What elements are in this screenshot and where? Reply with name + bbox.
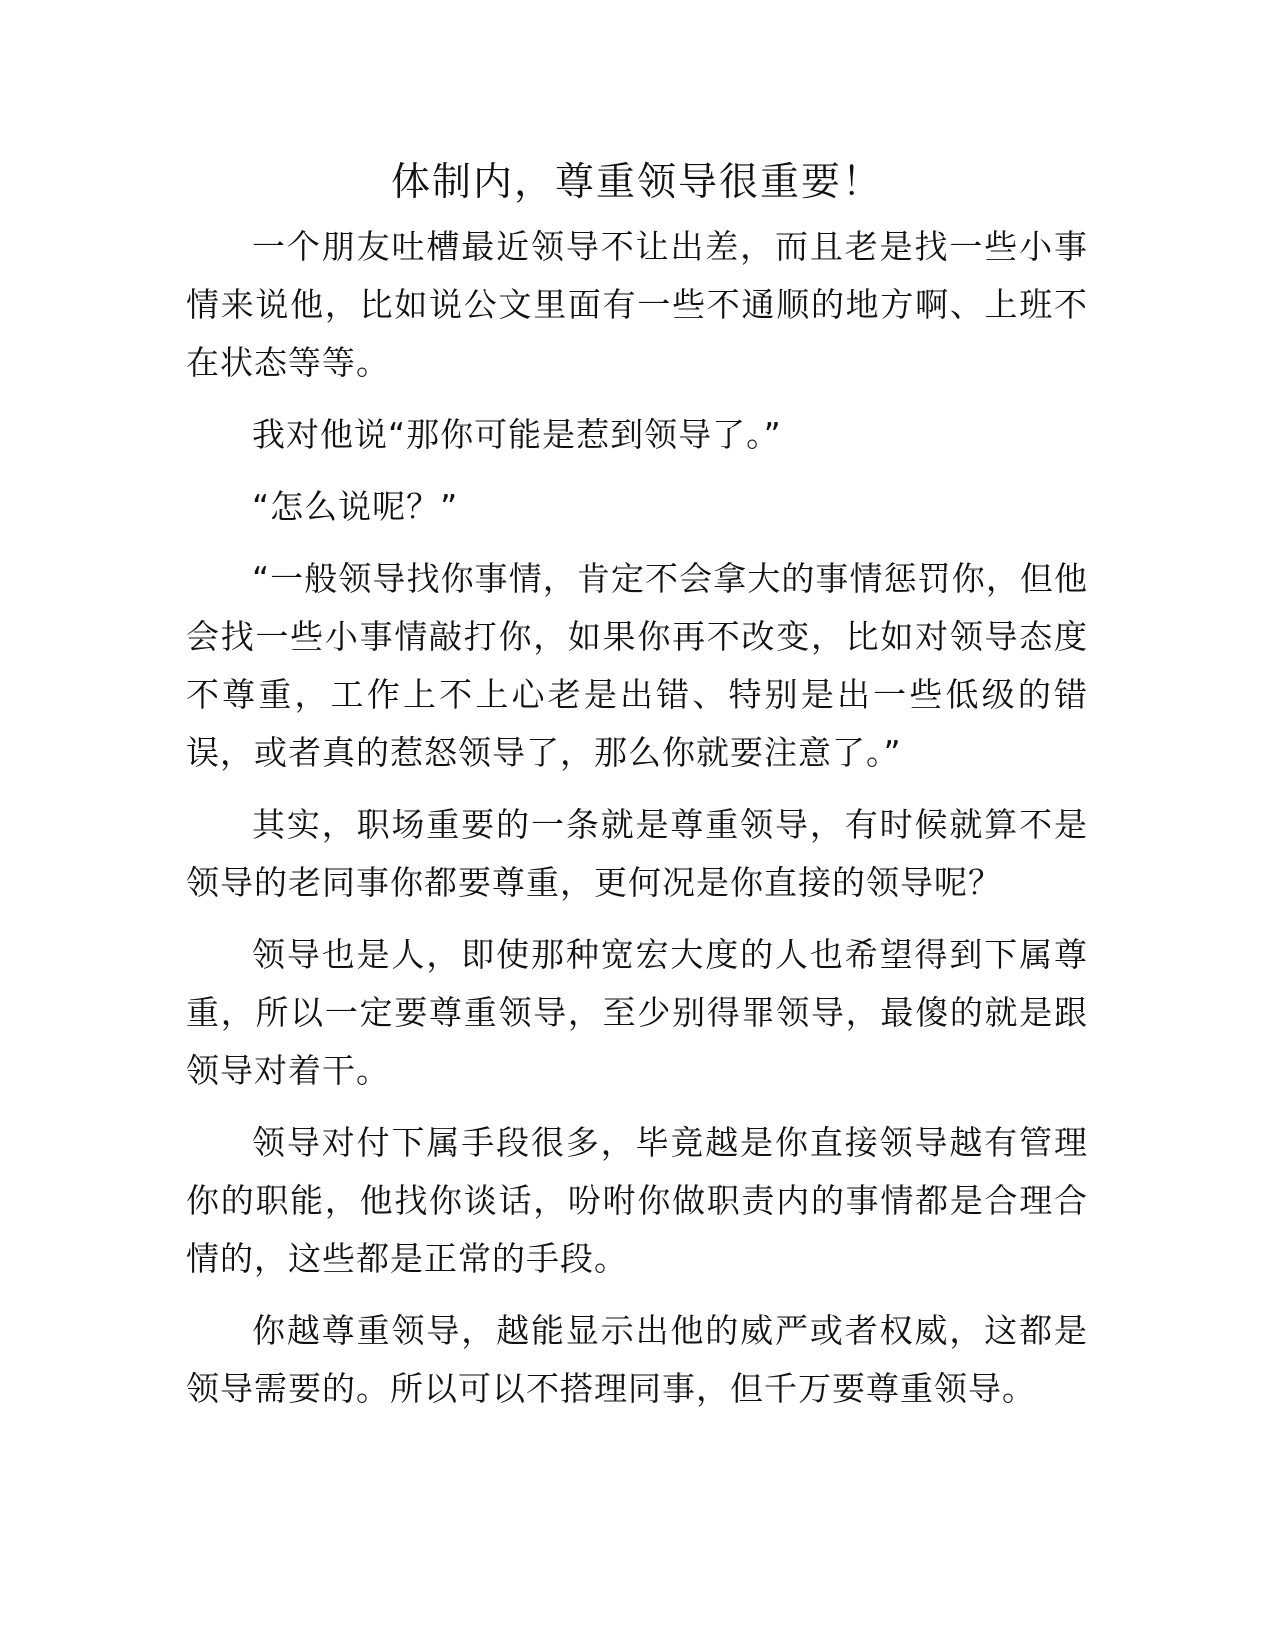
paragraph: 领导对付下属手段很多，毕竟越是你直接领导越有管理你的职能，他找你谈话，吩咐你做职责内的事情都是合理合情的，这些都是正常的手段。 bbox=[186, 1123, 1088, 1278]
paragraph: 领导也是人，即使那种宽宏大度的人也希望得到下属尊重，所以一定要尊重领导，至少别得罪领导，最傻的就是跟领导对着干。 bbox=[186, 935, 1088, 1090]
document-title: 体制内，尊重领导很重要！ bbox=[390, 160, 883, 205]
document-page bbox=[186, 150, 1088, 1432]
paragraph: “怎么说呢？” bbox=[252, 487, 459, 526]
paragraph: 我对他说“那你可能是惹到领导了。” bbox=[252, 415, 782, 454]
paragraph: 你越尊重领导，越能显示出他的威严或者权威，这都是领导需要的。所以可以不搭理同事，但千万要尊重领导。 bbox=[186, 1311, 1088, 1408]
paragraph: 一个朋友吐槽最近领导不让出差，而且老是找一些小事情来说他，比如说公文里面有一些不通顺的地方啊、上班不在状态等等。 bbox=[186, 227, 1088, 382]
paragraph: “一般领导找你事情，肯定不会拿大的事情惩罚你，但他会找一些小事情敲打你，如果你再不改变，比如对领导态度不尊重，工作上不上心老是出错、特别是出一些低级的错误，或者真的惹怒领导了，那么你就要注意了。” bbox=[186, 559, 1088, 772]
paragraph: 其实，职场重要的一条就是尊重领导，有时候就算不是领导的老同事你都要尊重，更何况是你直接的领导呢？ bbox=[186, 805, 1088, 902]
